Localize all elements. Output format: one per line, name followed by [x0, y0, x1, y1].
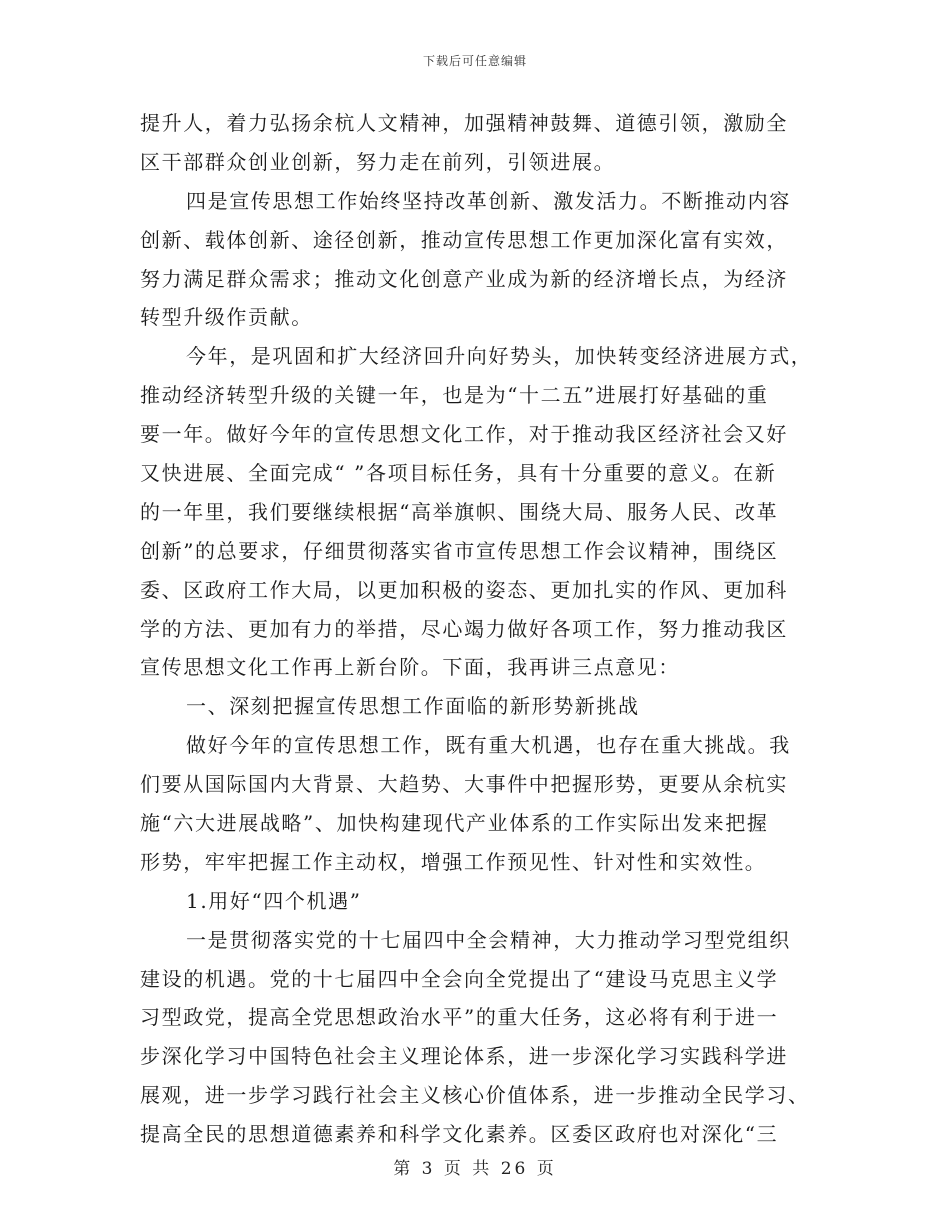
text-line: 形势，牢牢把握工作主动权，增强工作预见性、针对性和实效性。 [140, 849, 767, 874]
text-line: 提升人，着力弘扬余杭人文精神，加强精神鼓舞、道德引领，激励全 [140, 111, 788, 135]
text-line: 一是贯彻落实党的十七届四中全会精神，大力推动学习型党组织 [186, 927, 791, 952]
document-body [140, 104, 813, 1154]
text-line: 努力满足群众需求；推动文化创意产业成为新的经济增长点，为经济 [140, 266, 788, 291]
text-line: 做好今年的宣传思想工作，既有重大机遇，也存在重大挑战。我 [186, 733, 791, 758]
page-header: 下载后可任意编辑 [422, 54, 527, 68]
text-line: 转型升级作贡献。 [140, 305, 313, 330]
text-line: 们要从国际国内大背景、大趋势、大事件中把握形势，更要从余杭实 [140, 772, 788, 797]
text-line: 展观，进一步学习践行社会主义核心价值体系，进一步推动全民学习、 [140, 1083, 810, 1108]
page-number-footer: 第 3 页 共 26 页 [393, 1159, 557, 1179]
text-line: 四是宣传思想工作始终坚持改革创新、激发活力。不断推动内容 [186, 188, 791, 213]
text-line: 步深化学习中国特色社会主义理论体系，进一步深化学习实践科学进 [140, 1044, 788, 1069]
text-line: 委、区政府工作大局，以更加积极的姿态、更加扎实的作风、更加科 [140, 577, 788, 602]
text-line: 提高全民的思想道德素养和科学文化素养。区委区政府也对深化“三 [140, 1122, 779, 1147]
text-line: 习型政党，提高全党思想政治水平”的重大任务，这必将有利于进一 [140, 1005, 779, 1030]
text-line: 又快进展、全面完成“ ”各项目标任务，具有十分重要的意义。在新 [140, 461, 777, 486]
text-line: 推动经济转型升级的关键一年，也是为“十二五”进展打好基础的重 [140, 383, 769, 408]
text-line: 今年，是巩固和扩大经济回升向好势头，加快转变经济进展方式， [186, 344, 813, 369]
text-line: 区干部群众创业创新，努力走在前列，引领进展。 [140, 149, 616, 174]
text-line: 宣传思想文化工作再上新台阶。下面，我再讲三点意见： [140, 655, 680, 680]
text-line: 施“六大进展战略”、加快构建现代产业体系的工作实际出发来把握 [140, 811, 769, 836]
text-line: 创新”的总要求，仔细贯彻落实省市宣传思想工作会议精神，围绕区 [140, 538, 779, 563]
text-line: 1.用好“四个机遇” [186, 888, 362, 913]
text-line: 学的方法、更加有力的举措，尽心竭力做好各项工作，努力推动我区 [140, 616, 788, 641]
text-line: 的一年里，我们要继续根据“高举旗帜、围绕大局、服务人民、改革 [140, 499, 779, 524]
text-line: 建设的机遇。党的十七届四中全会向全党提出了“建设马克思主义学 [140, 966, 779, 991]
text-line: 一、深刻把握宣传思想工作面临的新形势新挑战 [186, 694, 640, 719]
text-line: 创新、载体创新、途径创新，推动宣传思想工作更加深化富有实效， [140, 227, 788, 252]
text-line: 要一年。做好今年的宣传思想文化工作，对于推动我区经济社会又好 [140, 422, 788, 447]
